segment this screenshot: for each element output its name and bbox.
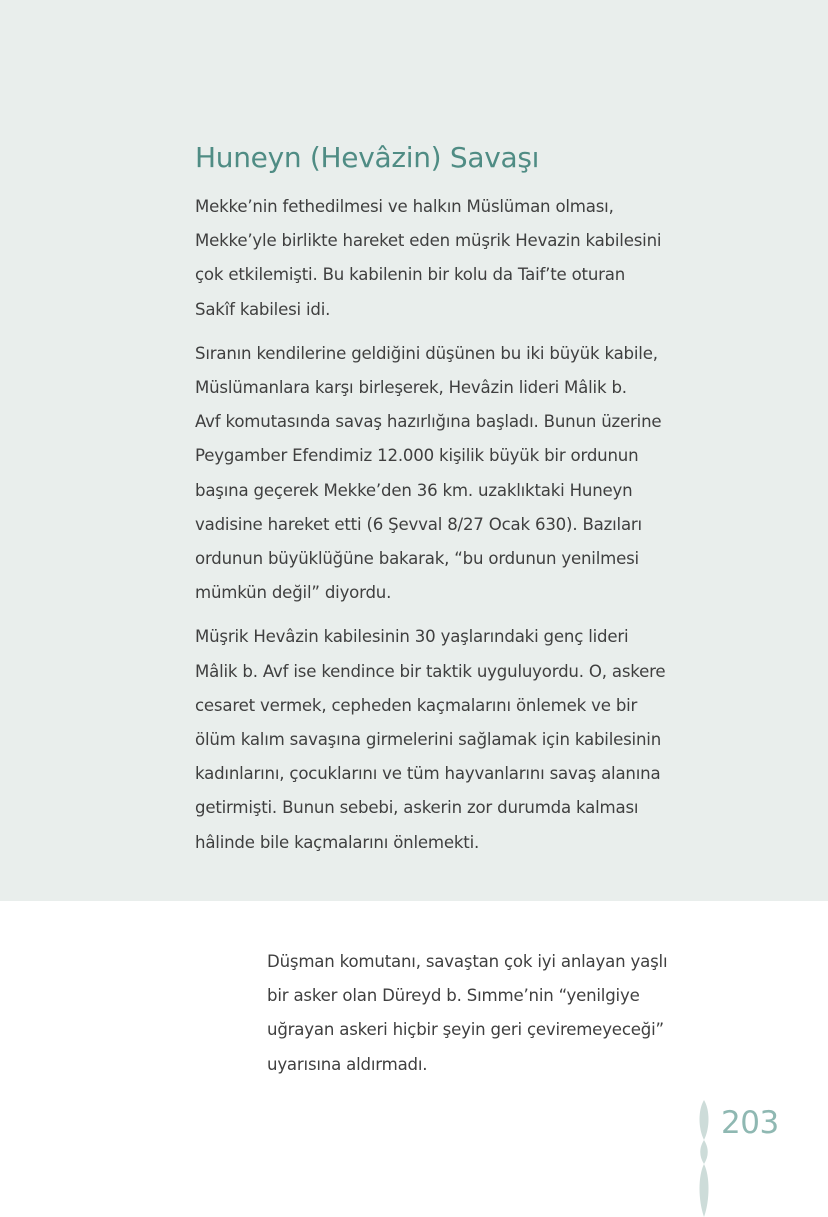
- section-title: Huneyn (Hevâzin) Savaşı: [195, 141, 540, 174]
- page-ornament-icon: [690, 1100, 718, 1217]
- paragraph-army: Sıranın kendilerine geldiğini düşünen bu iki büyük kabile, Müslümanlara karşı birleşerek, Hevâzin lideri Mâlik b. Avf komutasında savaş hazırlığına başladı. Bunun üzerine Peygamber Efendimiz 12.000 kişilik büyük bir ordunun başına geçerek Mekke’den 36 km. uzaklıktaki Huneyn vadisine hareket etti (6 Şevval 8/27 Ocak 630). Bazıları ordunun büyüklüğüne bakarak, “bu ordunun yenilmesi mümkün değil” diyordu.: [195, 343, 662, 603]
- page-number: 203: [721, 1105, 779, 1141]
- paragraph-tactic: Müşrik Hevâzin kabilesinin 30 yaşlarındaki genç lideri Mâlik b. Avf ise kendince bir taktik uyguluyordu. O, askere cesaret vermek, cepheden kaçmalarını önlemek ve bir ölüm kalım savaşına girmelerini sağlamak için kabilesinin kadınlarını, çocuklarını ve tüm hayvanlarını savaş alanına getirmişti. Bunun sebebi, askerin zor durumda kalması hâlinde bile kaçmalarını önlemekti.: [195, 627, 666, 852]
- paragraph-intro: Mekke’nin fethedilmesi ve halkın Müslüman olması, Mekke’yle birlikte hareket eden müşrik Hevazin kabilesini çok etkilemişti. Bu kabilenin bir kolu da Taif’te oturan Sakîf kabilesi idi.: [195, 197, 662, 319]
- section-content: [195, 138, 695, 870]
- side-note-text: Düşman komutanı, savaştan çok iyi anlayan yaşlı bir asker olan Düreyd b. Sımme’nin “yenilgiye uğrayan askeri hiçbir şeyin geri çeviremeyeceği” uyarısına aldırmadı.: [267, 952, 668, 1074]
